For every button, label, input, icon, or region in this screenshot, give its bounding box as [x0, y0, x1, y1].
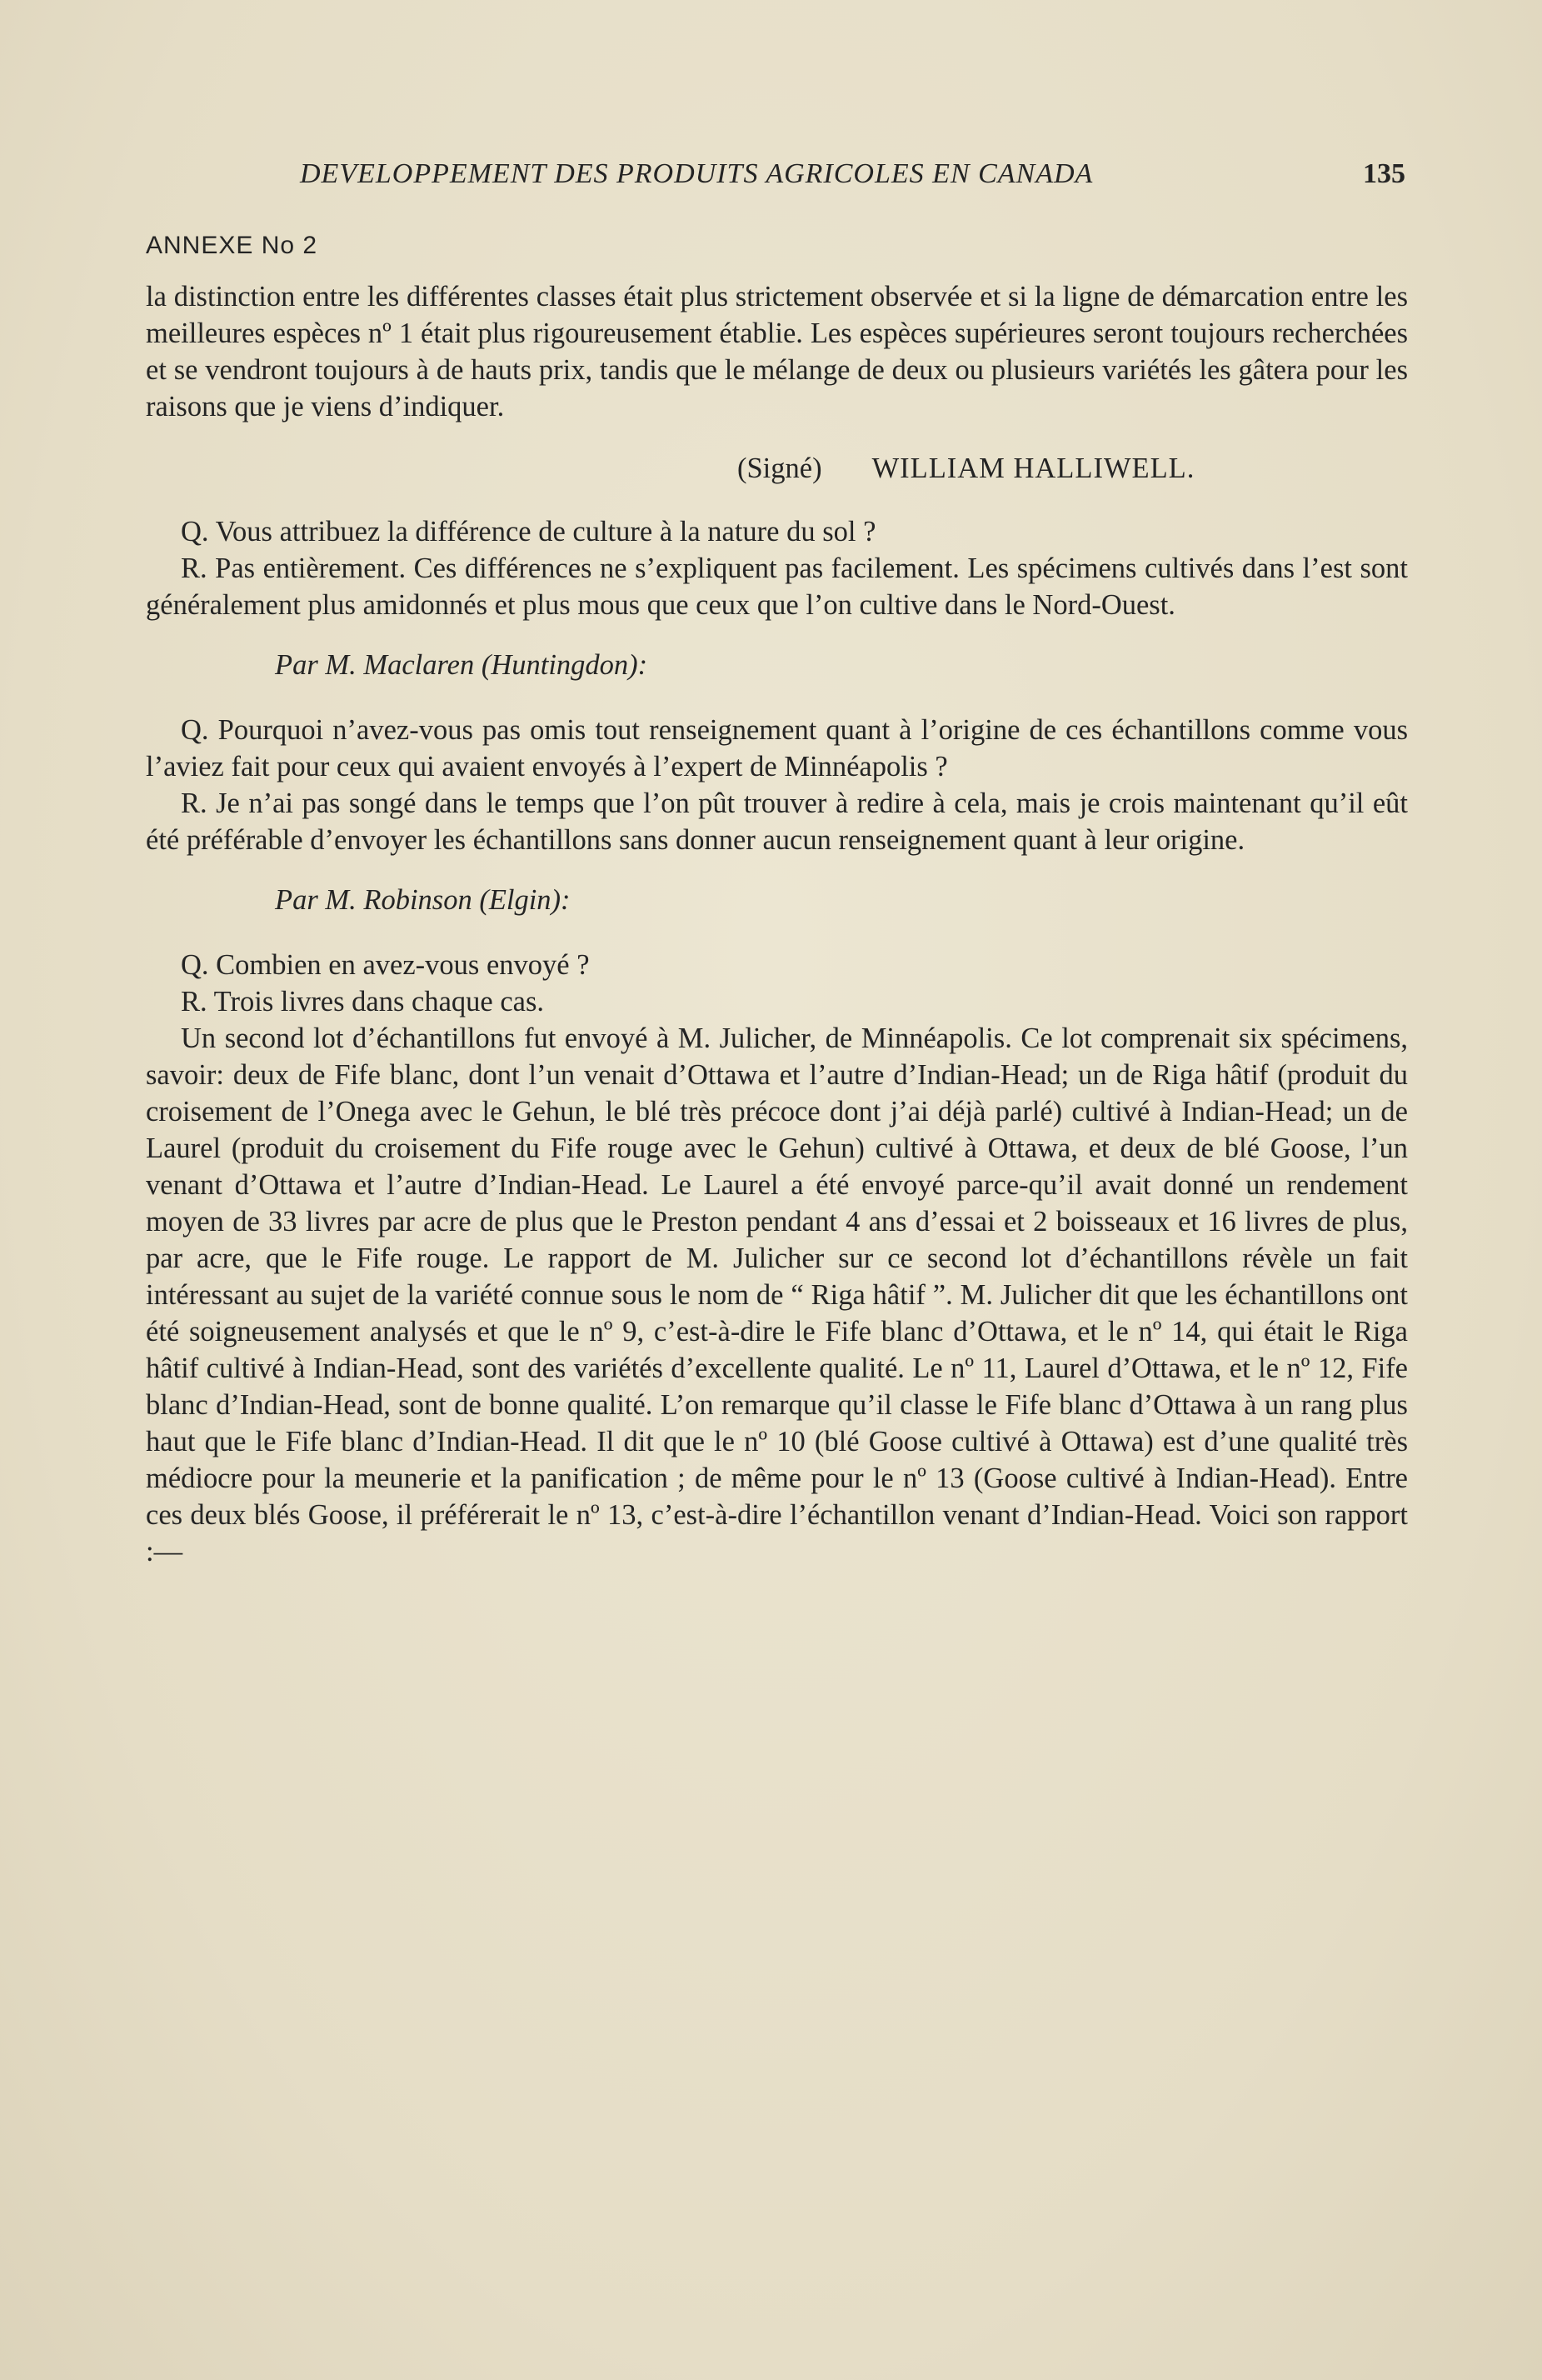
question-2-text: Pourquoi n’avez-vous pas omis tout renseignement quant à l’origine de ces échantillons comme vous l’aviez fait pour ceux qui avaient envoyés à l’expert de Minnéapolis ?	[146, 714, 1409, 782]
question-1-lead: Q.	[181, 516, 209, 548]
intro-paragraph: la distinction entre les différentes classes était plus strictement observée et si la ligne de démarcation entre les meilleures espèces nº 1 était plus rigoureusement établie. Les espèces supérieures seront toujours recherchées et se vendront toujours à de hauts prix, tandis que le mélange de deux ou plusieurs variétés les gâtera pour les raisons que je viens d’indiquer.	[146, 281, 1408, 422]
answer-1-lead: R.	[181, 552, 207, 584]
running-title: DEVELOPPEMENT DES PRODUITS AGRICOLES EN CANADA	[300, 158, 1094, 189]
answer-3-text: Trois livres dans chaque cas.	[213, 986, 545, 1018]
document-body	[146, 278, 1408, 1570]
answer-2-text: Je n’ai pas songé dans le temps que l’on pût trouver à redire à cela, mais je crois maintenant qu’il eût été préférable d’envoyer les échantillons sans donner aucun renseignement quant à leur origine.	[146, 788, 1409, 856]
answer-2-lead: R.	[181, 788, 207, 819]
annex-label: ANNEXE No 2	[146, 232, 318, 259]
answer-3	[146, 983, 1408, 1020]
speaker-robinson: Par M. Robinson (Elgin):	[275, 884, 571, 916]
page-number: 135	[1363, 158, 1405, 189]
question-1-text: Vous attribuez la différence de culture à la nature du sol ?	[215, 516, 876, 548]
signature-label: (Signé)	[737, 452, 822, 484]
answer-3-lead: R.	[181, 986, 207, 1018]
final-paragraph: Un second lot d’échantillons fut envoyé à M. Julicher, de Minnéapolis. Ce lot comprenait six spécimens, savoir: deux de Fife blanc, dont l’un venait d’Ottawa et l’autre d’Indian-Head; un de Riga hâtif (produit du croisement de l’Onega avec le Gehun, le blé très précoce dont j’ai déjà parlé) cultivé à Indian-Head; un de Laurel (produit du croisement du Fife rouge avec le Gehun) cultivé à Ottawa, et deux de blé Goose, l’un venant d’Ottawa et l’autre d’Indian-Head. Le Laurel a été envoyé parce-qu’il avait donné un rendement moyen de 33 livres par acre de plus que le Preston pendant 4 ans d’essai et 2 boisseaux et 16 livres de plus, par acre, que le Fife rouge. Le rapport de M. Julicher sur ce second lot d’échantillons révèle un fait intéressant au sujet de la variété connue sous le nom de “ Riga hâtif ”. M. Julicher dit que les échantillons ont été soigneusement analysés et que le nº 9, c’est-à-dire le Fife blanc d’Ottawa, et le nº 14, qui était le Riga hâtif cultivé à Indian-Head, sont des variétés d’excellente qualité. Le nº 11, Laurel d’Ottawa, et le nº 12, Fife blanc d’Indian-Head, sont de bonne qualité. L’on remarque qu’il classe le Fife blanc d’Ottawa à un rang plus haut que le Fife blanc d’Indian-Head. Il dit que le nº 10 (blé Goose cultivé à Ottawa) est d’une qualité très médiocre pour la meunerie et la panification ; de même pour le nº 13 (Goose cultivé à Indian-Head). Entre ces deux blés Goose, il préférerait le nº 13, c’est-à-dire l’échantillon venant d’Indian-Head. Voici son rapport :—	[146, 1022, 1408, 1568]
signature-name: WILLIAM HALLIWELL.	[871, 452, 1195, 484]
question-1	[146, 513, 1408, 550]
question-3	[146, 947, 1408, 983]
answer-2	[146, 785, 1408, 858]
signature-line	[146, 450, 1408, 487]
speaker-maclaren: Par M. Maclaren (Huntingdon):	[275, 649, 648, 681]
answer-1	[146, 550, 1408, 623]
question-3-text: Combien en avez-vous envoyé ?	[216, 949, 590, 981]
question-2	[146, 712, 1408, 785]
question-3-lead: Q.	[181, 949, 209, 981]
answer-1-text: Pas entièrement. Ces différences ne s’expliquent pas facilement. Les spécimens cultivés dans l’est sont généralement plus amidonnés et plus mous que ceux que l’on cultive dans le Nord-Ouest.	[146, 552, 1408, 621]
question-2-lead: Q.	[181, 714, 209, 746]
